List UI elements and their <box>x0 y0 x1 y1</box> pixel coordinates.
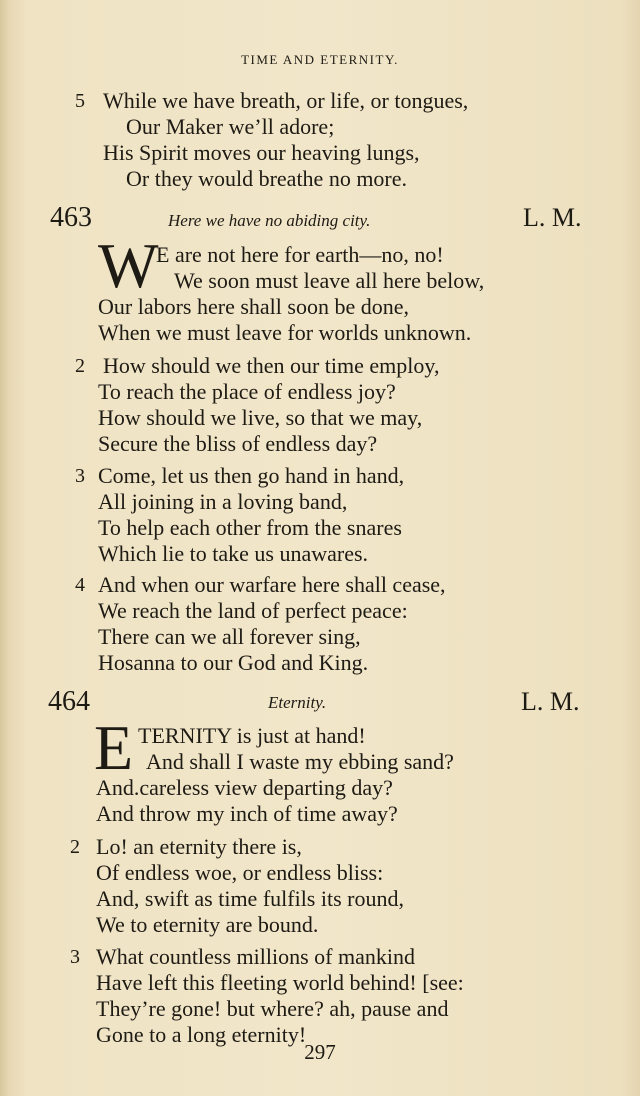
verse-line: To reach the place of endless joy? <box>98 379 396 404</box>
hymn-meter: L. M. <box>521 687 580 716</box>
stanza-number: 3 <box>75 465 85 487</box>
verse-line: Hosanna to our God and King. <box>98 650 369 675</box>
drop-cap: W <box>98 230 159 301</box>
running-head: TIME AND ETERNITY. <box>241 52 399 67</box>
drop-cap: E <box>94 712 134 783</box>
verse-line: And throw my inch of time away? <box>96 801 398 826</box>
stanza-number: 5 <box>75 90 85 112</box>
verse-line: We soon must leave all here below, <box>174 268 485 293</box>
verse-line: And.careless view departing day? <box>96 775 393 800</box>
verse-line: Lo! an eternity there is, <box>96 834 302 859</box>
verse-line: All joining in a loving band, <box>98 489 348 514</box>
verse-line: What countless millions of mankind <box>96 944 415 969</box>
verse-line: We reach the land of perfect peace: <box>98 598 408 623</box>
hymn-number: 463 <box>50 202 92 233</box>
hymn-meter: L. M. <box>523 203 582 232</box>
verse-line: Which lie to take us unawares. <box>98 541 369 566</box>
page-number: 297 <box>304 1040 336 1064</box>
verse-line: Of endless woe, or endless bliss: <box>96 860 384 885</box>
verse-line: While we have breath, or life, or tongues, <box>103 88 469 113</box>
verse-line: Our labors here shall soon be done, <box>98 294 409 319</box>
stanza-number: 4 <box>75 574 85 596</box>
hymn-title: Eternity. <box>268 693 327 712</box>
verse-line: TERNITY is just at hand! <box>138 723 366 748</box>
verse-line: Our Maker we’ll adore; <box>126 114 335 139</box>
verse-line: How should we then our time employ, <box>103 353 440 378</box>
verse-line: How should we live, so that we may, <box>98 405 423 430</box>
verse-line: Gone to a long eternity! <box>96 1022 307 1047</box>
verse-line: They’re gone! but where? ah, pause and <box>96 996 449 1021</box>
hymn-number: 464 <box>48 686 90 717</box>
verse-line: Have left this fleeting world behind! [see: <box>96 970 464 995</box>
verse-line: And when our warfare here shall cease, <box>98 572 446 597</box>
verse-line: Or they would breathe no more. <box>126 166 408 191</box>
verse-line: Come, let us then go hand in hand, <box>98 463 405 488</box>
verse-line: E are not here for earth—no, no! <box>156 242 444 267</box>
verse-line: When we must leave for worlds unknown. <box>98 320 472 345</box>
verse-line: And shall I waste my ebbing sand? <box>146 749 454 774</box>
verse-line: And, swift as time fulfils its round, <box>96 886 404 911</box>
stanza-number: 2 <box>75 355 85 377</box>
stanza-number: 2 <box>70 836 80 858</box>
verse-line: We to eternity are bound. <box>96 912 319 937</box>
stanza-number: 3 <box>70 946 80 968</box>
verse-line: To help each other from the snares <box>98 515 402 540</box>
verse-line: Secure the bliss of endless day? <box>98 431 378 456</box>
hymn-title: Here we have no abiding city. <box>168 211 371 230</box>
verse-line: His Spirit moves our heaving lungs, <box>103 140 420 165</box>
verse-line: There can we all forever sing, <box>98 624 361 649</box>
